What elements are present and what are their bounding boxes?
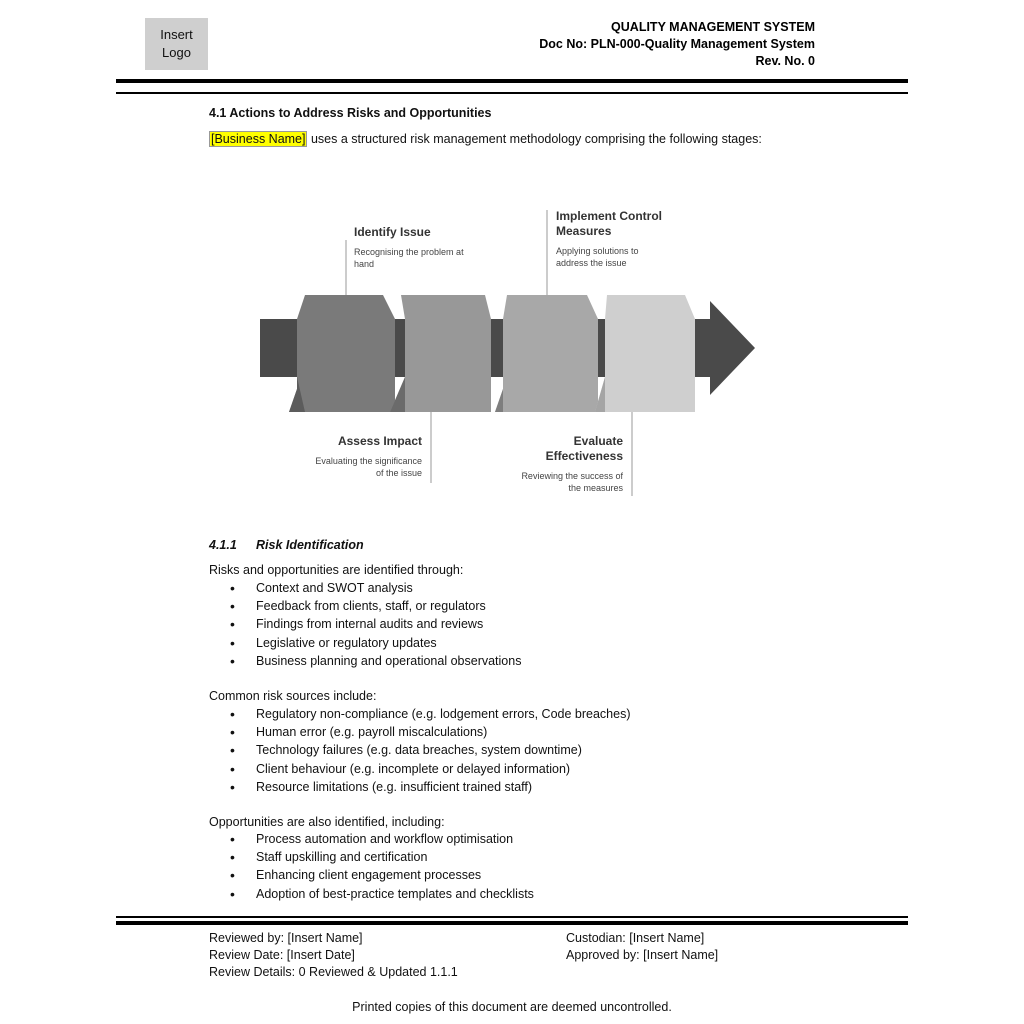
stage-identify-desc-line-1: Recognising the problem at <box>354 247 464 257</box>
list-item: • Adoption of best-practice templates and checklists <box>230 885 534 903</box>
stage-evaluate-desc-line-1: Reviewing the success of <box>521 471 623 481</box>
list-3-intro: Opportunities are also identified, including: <box>209 815 445 829</box>
list-item: • Enhancing client engagement processes <box>230 866 534 884</box>
list-2-intro: Common risk sources include: <box>209 689 377 703</box>
subsection-heading <box>209 538 364 552</box>
list-item: • Legislative or regulatory updates <box>230 634 521 652</box>
subsection-title: Risk Identification <box>256 538 364 552</box>
list-item: • Human error (e.g. payroll miscalculations) <box>230 723 631 741</box>
stage-block-3 <box>495 295 598 412</box>
stage-implement-desc-line-1: Applying solutions to <box>556 246 639 256</box>
list-identification-methods <box>230 579 521 670</box>
stage-assess-desc <box>255 456 422 479</box>
list-opportunities <box>230 830 534 903</box>
stage-identify-desc-line-2: hand <box>354 258 375 269</box>
header-revision: Rev. No. 0 <box>755 54 815 68</box>
list-1-intro: Risks and opportunities are identified through: <box>209 563 464 577</box>
list-item: • Technology failures (e.g. data breaches, system downtime) <box>230 741 631 759</box>
stage-evaluate <box>455 434 623 494</box>
stage-implement-desc-line-2: address the issue <box>556 257 627 268</box>
header-rule-thick <box>116 79 908 83</box>
stage-implement <box>556 209 736 269</box>
list-item: • Business planning and operational observations <box>230 652 521 670</box>
twist-shade-3 <box>495 389 503 412</box>
stage-assess-desc-line-2: of the issue <box>375 467 422 478</box>
stage-block-2 <box>390 295 491 412</box>
footer-approved-by: Approved by: [Insert Name] <box>566 948 719 962</box>
stage-evaluate-desc-line-2: the measures <box>568 482 623 493</box>
section-intro-text: uses a structured risk management methodology comprising the following stages: <box>307 132 762 146</box>
stage-implement-title-line-2: Measures <box>556 224 612 238</box>
stage-evaluate-title-line-1: Evaluate <box>573 434 623 448</box>
stage-identify <box>354 225 534 270</box>
section-intro <box>209 131 762 147</box>
footer-rule-thin <box>116 916 908 918</box>
stage-assess-title: Assess Impact <box>337 434 422 448</box>
list-item: • Resource limitations (e.g. insufficient trained staff) <box>230 778 631 796</box>
stage-identify-desc <box>354 247 534 270</box>
subsection-number: 4.1.1 <box>209 538 237 552</box>
list-item: • Client behaviour (e.g. incomplete or delayed information) <box>230 760 631 778</box>
stage-implement-title-line-1: Implement Control <box>556 209 663 223</box>
stage-evaluate-desc <box>455 471 623 494</box>
header-doc-number: Doc No: PLN-000-Quality Management System <box>539 37 815 51</box>
footer-custodian: Custodian: [Insert Name] <box>566 931 705 945</box>
list-risk-sources <box>230 705 631 796</box>
footer-rule-thick <box>116 921 908 925</box>
footer-printed-note: Printed copies of this document are deemed uncontrolled. <box>352 1000 672 1014</box>
list-item: • Process automation and workflow optimisation <box>230 830 534 848</box>
list-item: • Staff upskilling and certification <box>230 848 534 866</box>
stage-evaluate-title-line-2: Effectiveness <box>545 449 623 463</box>
logo-text-line-1: Insert <box>160 27 193 42</box>
logo-placeholder <box>145 18 208 70</box>
list-item: • Context and SWOT analysis <box>230 579 521 597</box>
stage-implement-desc <box>556 246 736 269</box>
logo-text-line-2: Logo <box>162 45 191 60</box>
footer-review-date: Review Date: [Insert Date] <box>209 948 355 962</box>
business-name-placeholder: [Business Name] <box>211 132 306 146</box>
stage-assess-desc-line-1: Evaluating the significance <box>315 456 422 466</box>
header-rule-thin <box>116 92 908 94</box>
footer-review-details: Review Details: 0 Reviewed & Updated 1.1.1 <box>209 965 458 979</box>
stage-identify-title: Identify Issue <box>354 225 431 239</box>
footer-reviewed-by: Reviewed by: [Insert Name] <box>209 931 363 945</box>
stage-block-1 <box>289 295 395 412</box>
risk-process-diagram <box>255 200 765 500</box>
list-item: • Regulatory non-compliance (e.g. lodgement errors, Code breaches) <box>230 705 631 723</box>
stage-block-4 <box>595 295 695 412</box>
stage-assess <box>255 434 422 479</box>
header-title: QUALITY MANAGEMENT SYSTEM <box>611 20 815 34</box>
section-heading: 4.1 Actions to Address Risks and Opportunities <box>209 106 492 120</box>
list-item: • Findings from internal audits and reviews <box>230 615 521 633</box>
list-item: • Feedback from clients, staff, or regulators <box>230 597 521 615</box>
